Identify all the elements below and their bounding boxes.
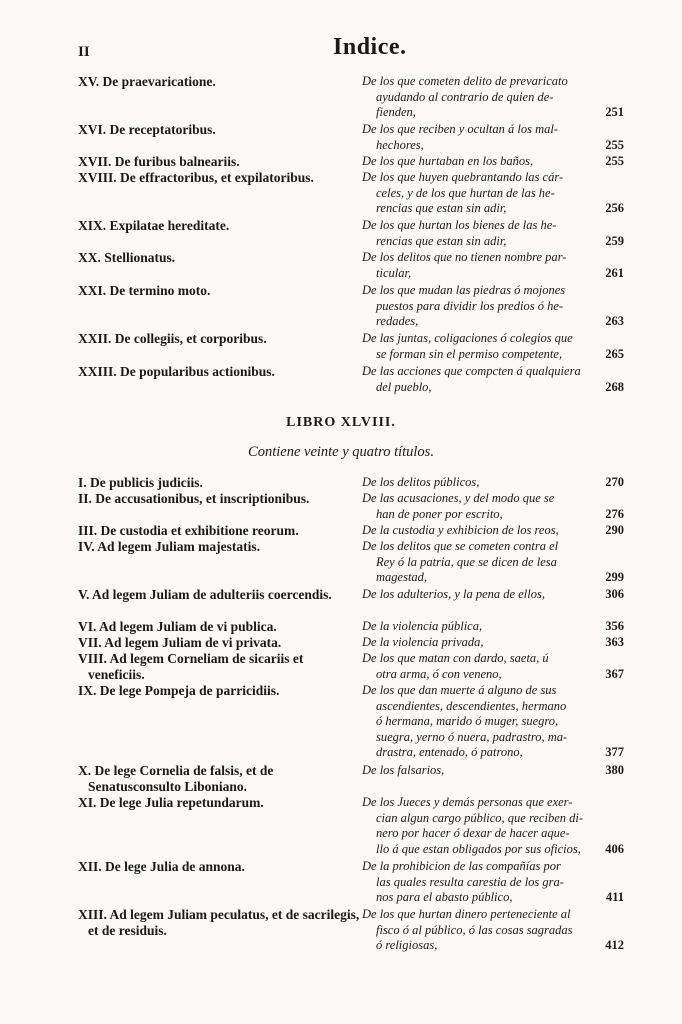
description-line (362, 842, 624, 858)
page-reference: 363 (605, 635, 624, 649)
description-line (362, 811, 624, 827)
spanish-description (362, 122, 624, 153)
description-text: De la prohibicion de las compañías por (362, 859, 561, 873)
spanish-description (362, 859, 624, 906)
latin-title: XX. Stellionatus. (78, 250, 176, 265)
description-line (362, 890, 624, 906)
description-text: fisco ó al público, ó las cosas sagradas (376, 922, 573, 937)
description-text: De los que hurtan los bienes de las he- (362, 218, 557, 232)
description-line (362, 201, 624, 217)
description-text: rencias que estan sin adir, (376, 233, 507, 248)
spanish-description (362, 763, 624, 779)
description-line (362, 730, 624, 746)
description-line (362, 523, 624, 539)
description-line (362, 475, 624, 491)
description-text: De los delitos que se cometen contra el (362, 539, 559, 553)
description-text: De los que hurtaban en los baños, (362, 154, 534, 168)
description-text: del pueblo, (376, 379, 432, 394)
page-reference: 256 (605, 201, 624, 215)
spanish-description (362, 74, 624, 121)
description-line (362, 635, 624, 651)
description-text: rencias que estan sin adir, (376, 201, 507, 215)
description-line (362, 539, 624, 555)
latin-title: III. De custodia et exhibitione reorum. (78, 523, 299, 538)
description-line (362, 667, 624, 683)
description-text: han de poner por escrito, (376, 506, 503, 521)
description-text: De los que huyen quebrantando las cár- (362, 170, 564, 184)
latin-title: VII. Ad legem Juliam de vi privata. (78, 635, 282, 650)
description-text: se forman sin el permiso competente, (376, 346, 563, 361)
description-text: De los que matan con dardo, saeta, ú (362, 651, 549, 665)
page-reference: 406 (605, 841, 624, 856)
latin-title: VI. Ad legem Juliam de vi publica. (78, 619, 277, 634)
spanish-description (362, 491, 624, 522)
latin-title: XV. De praevaricatione. (78, 74, 216, 89)
description-line (362, 491, 624, 507)
page-reference: 255 (605, 154, 624, 168)
spanish-description (362, 154, 624, 170)
page-reference: 367 (605, 666, 624, 681)
spanish-description (362, 523, 624, 539)
description-text: ayudando al contrario de quien de- (376, 89, 554, 104)
description-line (362, 105, 624, 121)
spanish-description (362, 619, 624, 635)
description-line (362, 651, 624, 667)
description-text: De las juntas, coligaciones ó colegios que (362, 331, 573, 345)
description-line (362, 907, 624, 923)
latin-title: XVI. De receptatoribus. (78, 122, 216, 137)
description-text: otra arma, ó con veneno, (376, 666, 502, 681)
description-line (362, 283, 624, 299)
description-line (362, 331, 624, 347)
description-line (362, 250, 624, 266)
page-header (78, 34, 598, 64)
page-reference: 255 (605, 137, 624, 152)
latin-title: II. De accusationibus, et inscriptionibus. (78, 491, 310, 506)
description-text: ó hermana, marido ó muger, suegro, (376, 714, 559, 728)
description-text: De los Jueces y demás personas que exer- (362, 795, 573, 809)
spanish-description (362, 539, 624, 586)
latin-title: X. De lege Cornelia de falsis, et de Senatusconsulto Liboniano. (78, 763, 274, 794)
description-text: fienden, (376, 105, 416, 119)
spanish-description (362, 635, 624, 651)
latin-title: VIII. Ad legem Corneliam de sicariis et veneficiis. (78, 651, 304, 682)
latin-title: IV. Ad legem Juliam majestatis. (78, 539, 260, 554)
description-text: cian algun cargo público, que reciben di- (376, 810, 584, 825)
description-text: De los delitos públicos, (362, 475, 480, 489)
description-line (362, 186, 624, 202)
latin-title: IX. De lege Pompeja de parricidiis. (78, 683, 280, 698)
spanish-description (362, 218, 624, 249)
description-line (362, 299, 624, 315)
description-text: De los que hurtan dinero perteneciente al (362, 907, 571, 921)
description-text: De la violencia privada, (362, 635, 484, 649)
description-line (362, 347, 624, 363)
description-line (362, 714, 624, 730)
description-text: ó religiosas, (376, 938, 438, 952)
spanish-description (362, 475, 624, 491)
page-reference: 306 (605, 587, 624, 601)
description-text: De los que dan muerte á alguno de sus (362, 683, 557, 697)
description-text: drastra, entenado, ó patrono, (376, 745, 523, 759)
book-subtitle: Contiene veinte y quatro títulos. (248, 444, 434, 460)
description-line (362, 266, 624, 282)
description-text: Rey ó la patria, que se dicen de lesa (376, 554, 557, 569)
page-title: Indice. (333, 34, 407, 60)
description-text: De los falsarios, (362, 763, 445, 777)
page-reference: 270 (605, 475, 624, 489)
description-text: hechores, (376, 137, 424, 152)
spanish-description (362, 795, 624, 857)
description-line (362, 923, 624, 939)
latin-title: XVIII. De effractoribus, et expilatoribus. (78, 170, 314, 185)
page-reference: 356 (605, 619, 624, 633)
spanish-description (362, 170, 624, 217)
latin-title: XII. De lege Julia de annona. (78, 859, 245, 874)
description-line (362, 587, 624, 603)
spanish-description (362, 331, 624, 362)
page-reference: 259 (605, 233, 624, 248)
spanish-description (362, 283, 624, 330)
description-line (362, 507, 624, 523)
book-heading: LIBRO XLVIII. (286, 415, 396, 430)
page-reference: 251 (605, 105, 624, 119)
description-text: nero por hacer ó dexar de hacer aque- (376, 826, 570, 840)
page-reference: 261 (605, 265, 624, 280)
description-text: magestad, (376, 570, 428, 584)
latin-title: XXIII. De popularibus actionibus. (78, 364, 275, 379)
page-reference: 412 (605, 938, 624, 952)
page-reference: 299 (605, 570, 624, 584)
description-line (362, 763, 624, 779)
description-line (362, 138, 624, 154)
page-reference: 377 (605, 745, 624, 759)
description-line (362, 555, 624, 571)
description-line (362, 859, 624, 875)
description-text: ticular, (376, 265, 412, 280)
description-line (362, 154, 624, 170)
latin-title: XXI. De termino moto. (78, 283, 211, 298)
page-reference: 411 (605, 890, 624, 904)
page-reference: 263 (605, 314, 624, 328)
description-line (362, 234, 624, 250)
description-text: nos para el abasto público, (376, 890, 513, 904)
page-reference: 268 (605, 379, 624, 394)
description-line (362, 619, 624, 635)
description-text: las quales resulta carestia de los gra- (376, 874, 564, 889)
description-text: De los delitos que no tienen nombre par- (362, 250, 567, 264)
description-line (362, 218, 624, 234)
description-text: llo á que estan obligados por sus oficios, (376, 841, 581, 856)
spanish-description (362, 250, 624, 281)
description-line (362, 875, 624, 891)
description-line (362, 826, 624, 842)
description-text: De los que reciben y ocultan á los mal- (362, 122, 559, 136)
latin-title: XVII. De furibus balneariis. (78, 154, 240, 169)
description-text: puestos para dividir los predios ó he- (376, 298, 564, 313)
description-text: De las acusaciones, y del modo que se (362, 491, 555, 505)
description-line (362, 699, 624, 715)
description-line (362, 122, 624, 138)
description-line (362, 74, 624, 90)
description-line (362, 795, 624, 811)
description-line (362, 570, 624, 586)
spanish-description (362, 683, 624, 761)
description-line (362, 938, 624, 954)
spanish-description (362, 651, 624, 682)
description-text: celes, y de los que hurtan de las he- (376, 185, 555, 200)
page-reference: 290 (605, 523, 624, 537)
description-line (362, 683, 624, 699)
description-text: De las acciones que compcten á qualquiera (362, 364, 581, 378)
description-line (362, 380, 624, 396)
description-text: ascendientes, descendientes, hermano (376, 698, 567, 713)
description-line (362, 745, 624, 761)
latin-title: XIII. Ad legem Juliam peculatus, et de sacrilegis, et de residuis. (78, 907, 360, 938)
latin-title: V. Ad legem Juliam de adulteriis coercendis. (78, 587, 332, 602)
spanish-description (362, 907, 624, 954)
description-text: De la violencia pública, (362, 619, 483, 633)
description-text: De los que mudan las piedras ó mojones (362, 283, 566, 297)
spanish-description (362, 587, 624, 603)
page-reference: 265 (605, 346, 624, 361)
latin-title: I. De publicis judiciis. (78, 475, 203, 490)
latin-title: XI. De lege Julia repetundarum. (78, 795, 264, 810)
description-text: De los adulterios, y la pena de ellos, (362, 587, 545, 601)
description-line (362, 170, 624, 186)
description-line (362, 364, 624, 380)
description-line (362, 314, 624, 330)
description-text: De los que cometen delito de prevaricato (362, 74, 568, 88)
description-text: De la custodia y exhibicion de los reos, (362, 523, 559, 537)
latin-title: XXII. De collegiis, et corporibus. (78, 331, 267, 346)
page-reference: 380 (605, 763, 624, 777)
latin-title: XIX. Expilatae hereditate. (78, 218, 230, 233)
page-reference: 276 (605, 506, 624, 521)
spanish-description (362, 364, 624, 395)
description-line (362, 90, 624, 106)
page-number: II (78, 44, 90, 60)
description-text: suegra, yerno ó nuera, padrastro, ma- (376, 729, 568, 744)
description-text: redades, (376, 314, 419, 328)
